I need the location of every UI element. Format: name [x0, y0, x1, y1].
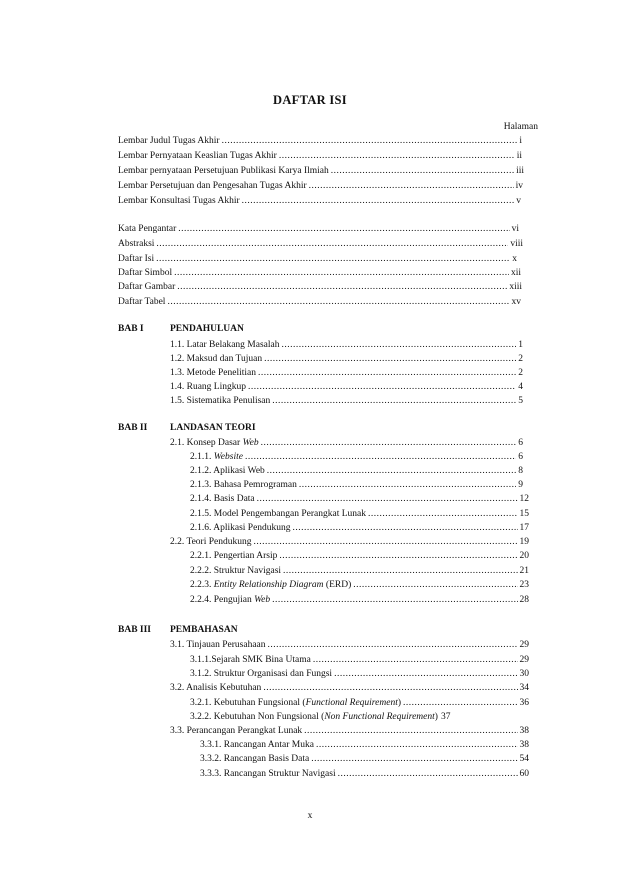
toc-entry[interactable]: Daftar Tabel ..... xv: [118, 296, 521, 309]
toc-entry[interactable]: 3.2.2. Kebutuhan Non Fungsional (Non Functional Requirement) 37: [190, 712, 451, 722]
toc-entry[interactable]: 3.1.1.Sejarah SMK Bina Utama ..... 29: [190, 654, 529, 667]
toc-entry[interactable]: 2.2.1. Pengertian Arsip ..... 20: [190, 550, 529, 563]
toc-entry[interactable]: 2.1.6. Aplikasi Pendukung ..... 17: [190, 522, 529, 535]
page-number: x: [307, 811, 313, 821]
toc-entry[interactable]: Lembar Konsultasi Tugas Akhir ..... v: [118, 195, 521, 208]
toc-entry[interactable]: 1.2. Maksud dan Tujuan ..... 2: [170, 353, 523, 366]
toc-entry[interactable]: 2.1.1. Website ..... 6: [190, 451, 523, 464]
toc-entry[interactable]: 3.2. Analisis Kebutuhan ..... 34: [170, 682, 529, 695]
toc-entry[interactable]: 3.3.3. Rancangan Struktur Navigasi ..... 60: [200, 768, 529, 781]
chapter-heading: BAB II LANDASAN TEORI: [118, 423, 256, 433]
toc-entry[interactable]: 3.3.2. Rancangan Basis Data ..... 54: [200, 753, 529, 766]
toc-entry[interactable]: 2.2. Teori Pendukung ..... 19: [170, 536, 529, 549]
chapter-heading: BAB III PEMBAHASAN: [118, 625, 238, 635]
toc-entry[interactable]: Daftar Simbol ..... xii: [118, 267, 521, 280]
toc-entry[interactable]: Lembar Pernyataan Keaslian Tugas Akhir ..... ii: [118, 150, 522, 163]
toc-entry[interactable]: Abstraksi ..... viii: [118, 238, 523, 251]
page-title: DAFTAR ISI: [273, 93, 347, 107]
toc-entry[interactable]: Lembar Persetujuan dan Pengesahan Tugas Akhir ..... iv: [118, 180, 523, 193]
toc-entry[interactable]: Kata Pengantar ..... vi: [118, 223, 519, 236]
toc-entry[interactable]: 2.1.4. Basis Data ..... 12: [190, 493, 529, 506]
toc-entry[interactable]: 2.2.4. Pengujian Web ..... 28: [190, 594, 529, 607]
toc-entry[interactable]: 2.1.5. Model Pengembangan Perangkat Lunak ..... 15: [190, 508, 529, 521]
toc-entry[interactable]: Daftar Isi ..... x: [118, 253, 517, 266]
toc-entry[interactable]: 3.1. Tinjauan Perusahaan ..... 29: [170, 639, 529, 652]
toc-entry[interactable]: 3.3. Perancangan Perangkat Lunak ..... 38: [170, 725, 529, 738]
toc-entry[interactable]: 1.5. Sistematika Penulisan ..... 5: [170, 395, 523, 408]
toc-entry[interactable]: 3.2.1. Kebutuhan Fungsional (Functional Requirement) ..... 36: [190, 697, 529, 710]
toc-entry[interactable]: 2.2.3. Entity Relationship Diagram (ERD) ..... 23: [190, 579, 529, 592]
toc-entry[interactable]: Lembar pernyataan Persetujuan Publikasi Karya Ilmiah ..... iii: [118, 165, 524, 178]
toc-entry[interactable]: 1.3. Metode Penelitian ..... 2: [170, 367, 523, 380]
toc-entry[interactable]: 3.1.2. Struktur Organisasi dan Fungsi ..... 30: [190, 668, 529, 681]
toc-entry[interactable]: 2.1.2. Aplikasi Web ..... 8: [190, 465, 523, 478]
toc-entry[interactable]: Lembar Judul Tugas Akhir ..... i: [118, 135, 522, 148]
toc-entry[interactable]: 3.3.1. Rancangan Antar Muka ..... 38: [200, 739, 529, 752]
toc-entry[interactable]: 2.1.3. Bahasa Pemrograman ..... 9: [190, 479, 523, 492]
chapter-heading: BAB I PENDAHULUAN: [118, 324, 244, 334]
toc-entry[interactable]: Daftar Gambar ..... xiii: [118, 281, 522, 294]
toc-entry[interactable]: 1.1. Latar Belakang Masalah ..... 1: [170, 339, 523, 352]
toc-entry[interactable]: 2.1. Konsep Dasar Web ..... 6: [170, 437, 523, 450]
toc-entry[interactable]: 2.2.2. Struktur Navigasi ..... 21: [190, 565, 529, 578]
toc-entry[interactable]: 1.4. Ruang Lingkup ..... 4: [170, 381, 523, 394]
halaman-label: Halaman: [503, 122, 538, 132]
